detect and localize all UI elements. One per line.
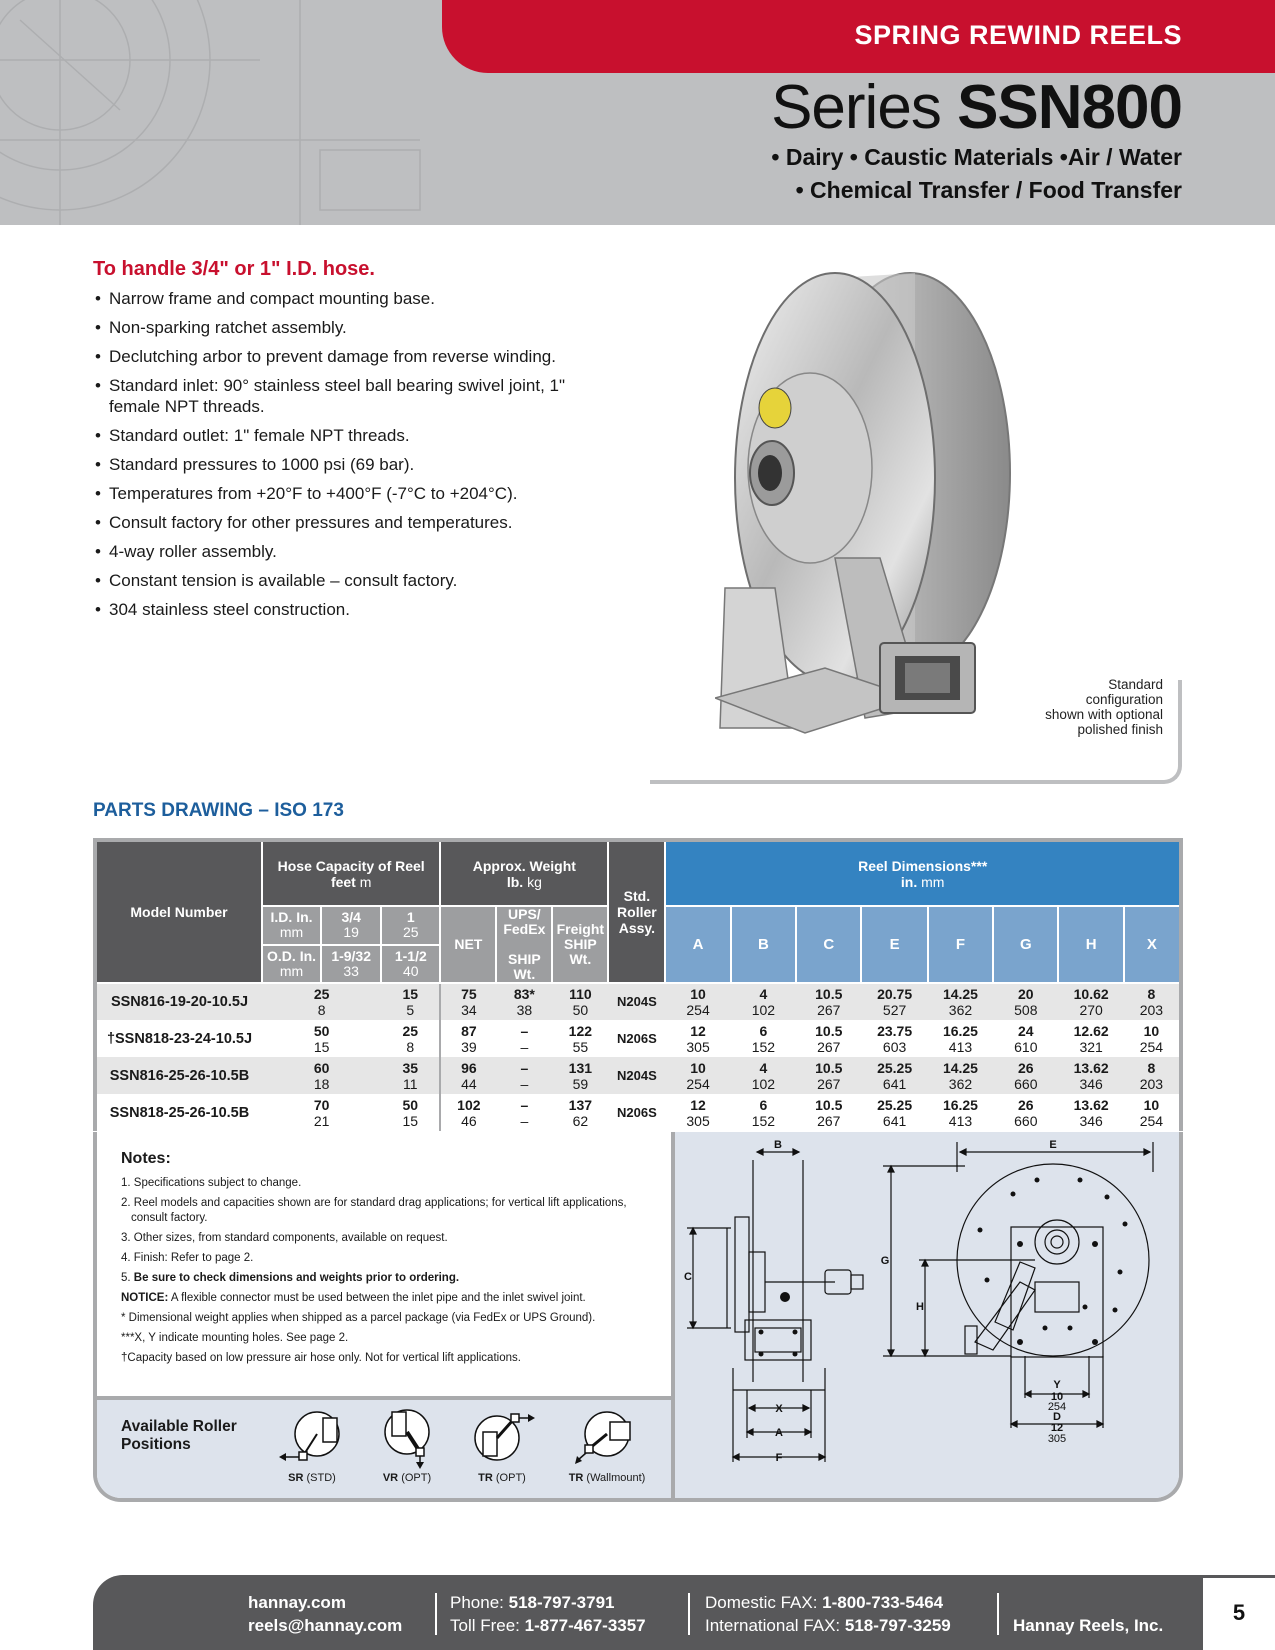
- feature-item: • Narrow frame and compact mounting base.: [93, 288, 613, 309]
- footer-contact-web: [248, 1591, 402, 1637]
- dimension-f-cell: 16.25 413: [928, 1020, 993, 1057]
- dim-col-c: C: [796, 906, 861, 983]
- applications-line-2: • Chemical Transfer / Food Transfer: [795, 177, 1182, 203]
- std-roller-cell: N204S: [608, 1057, 665, 1094]
- notes-list: [121, 1176, 661, 1371]
- dimension-f-cell: 16.25 413: [928, 1094, 993, 1131]
- note-item: * Dimensional weight applies when shipped as a parcel package (via FedEx or UPS Ground).: [121, 1312, 596, 1324]
- feature-item: • Standard inlet: 90° stainless steel ball bearing swivel joint, 1" female NPT threads.: [93, 375, 613, 417]
- series-title: [771, 72, 1182, 143]
- roller-position-sr: SR (STD): [267, 1404, 357, 1496]
- footer-divider: [435, 1593, 437, 1635]
- feature-item: • Temperatures from +20°F to +400°F (-7°C to +204°C).: [93, 483, 613, 504]
- dimension-h-cell: 12.62 321: [1058, 1020, 1123, 1057]
- dim-y-mm: 254: [1047, 1401, 1067, 1413]
- table-row: [95, 1094, 1181, 1131]
- net-weight-cell: 87 39: [440, 1020, 496, 1057]
- note-item: 2. Reel models and capacities shown are for standard drag applications; for vertical lift applications, consult factory.: [121, 1197, 627, 1224]
- page-number: 5: [1232, 1600, 1246, 1625]
- roller-vr-icon: [372, 1404, 442, 1470]
- website-link[interactable]: hannay.com: [248, 1593, 346, 1612]
- dimension-h-cell: 13.62 346: [1058, 1057, 1123, 1094]
- domestic-fax: 1-800-733-5464: [822, 1593, 944, 1612]
- model-number-cell: SSN818-25-26-10.5B: [95, 1094, 262, 1131]
- od-1-9-32-cell: 1-9/32 33: [321, 945, 381, 984]
- dimension-f-cell: 14.25 362: [928, 1057, 993, 1094]
- page-header: [0, 0, 1275, 225]
- photo-caption: Standard configuration shown with optional polished finish: [1045, 677, 1163, 737]
- freight-weight-cell: 131 59: [552, 1057, 608, 1094]
- dimension-x-cell: 8 203: [1124, 983, 1181, 1020]
- note-item: 5. Be sure to check dimensions and weights prior to ordering.: [121, 1272, 460, 1284]
- dimension-b-cell: 6 152: [731, 1020, 796, 1057]
- ups-weight-cell: 83* 38: [496, 983, 552, 1020]
- notes-section: [97, 1132, 675, 1400]
- dim-label-c: C: [684, 1271, 692, 1283]
- net-weight-cell: 75 34: [440, 983, 496, 1020]
- model-number-cell: SSN816-25-26-10.5B: [95, 1057, 262, 1094]
- ups-weight-cell: – –: [496, 1094, 552, 1131]
- roller-position-vr: VR (OPT): [362, 1404, 452, 1496]
- dim-label-d: D: [1053, 1411, 1061, 1423]
- dimension-x-cell: 10 254: [1124, 1094, 1181, 1131]
- dim-col-a: A: [665, 906, 730, 983]
- dimension-b-cell: 4 102: [731, 1057, 796, 1094]
- freight-weight-cell: 137 62: [552, 1094, 608, 1131]
- dimension-b-cell: 6 152: [731, 1094, 796, 1131]
- footer-divider: [688, 1593, 690, 1635]
- notice-item: NOTICE: A flexible connector must be used between the inlet pipe and the inlet swivel joint.: [121, 1292, 586, 1304]
- dim-label-e: E: [1049, 1139, 1057, 1151]
- dimension-h-cell: 10.62 270: [1058, 983, 1123, 1020]
- std-roller-cell: N206S: [608, 1020, 665, 1057]
- footer-contact-phone: Phone: 518-797-3791 Toll Free: 1-877-467-3357: [450, 1593, 646, 1635]
- model-number-cell: SSN816-19-20-10.5J: [95, 983, 262, 1020]
- features-list: [93, 288, 613, 628]
- company-name: Hannay Reels, Inc.: [1013, 1616, 1164, 1635]
- hose-capacity-3-4-cell: 70 21: [262, 1094, 381, 1131]
- ups-weight-cell: – –: [496, 1020, 552, 1057]
- dimension-c-cell: 10.5 267: [796, 1057, 861, 1094]
- ups-weight-cell: – –: [496, 1057, 552, 1094]
- dim-col-f: F: [928, 906, 993, 983]
- dimension-e-cell: 20.75 527: [861, 983, 927, 1020]
- feature-item: • Consult factory for other pressures and temperatures.: [93, 512, 613, 533]
- dim-label-f: F: [775, 1452, 783, 1464]
- hose-capacity-header: Hose Capacity of Reel feet m: [262, 840, 440, 906]
- od-1-1-2-cell: 1-1/2 40: [381, 945, 440, 984]
- id-label-cell: I.D. In. mm: [262, 906, 321, 945]
- net-weight-header: NET: [440, 906, 496, 983]
- roller-tr-wallmount-icon: [572, 1404, 642, 1470]
- toll-free-number[interactable]: 1-877-467-3357: [524, 1616, 646, 1635]
- std-roller-cell: N206S: [608, 1094, 665, 1131]
- dim-d-inches: 12: [1050, 1422, 1064, 1434]
- roller-tr-icon: [467, 1404, 537, 1470]
- hose-reel-photo: [715, 258, 1035, 758]
- dim-col-h: H: [1058, 906, 1123, 983]
- dimension-a-cell: 10 254: [665, 983, 730, 1020]
- feature-item: • Standard outlet: 1" female NPT threads.: [93, 425, 613, 446]
- dim-label-g: G: [880, 1255, 890, 1267]
- roller-position-tr: TR (OPT): [457, 1404, 547, 1496]
- net-weight-cell: 102 46: [440, 1094, 496, 1131]
- roller-sr-icon: [277, 1404, 347, 1470]
- dimension-c-cell: 10.5 267: [796, 983, 861, 1020]
- specifications-table: [93, 838, 1183, 1131]
- note-item: †Capacity based on low pressure air hose only. Not for vertical lift applications.: [121, 1352, 521, 1364]
- parts-drawing-heading: PARTS DRAWING – ISO 173: [93, 800, 344, 821]
- international-fax: 518-797-3259: [844, 1616, 951, 1635]
- table-row: [95, 983, 1181, 1020]
- dim-col-b: B: [731, 906, 796, 983]
- hose-capacity-1-cell: 25 8: [381, 1020, 440, 1057]
- blueprint-background-graphic: [0, 0, 450, 225]
- dimension-f-cell: 14.25 362: [928, 983, 993, 1020]
- dimension-g-cell: 26 660: [993, 1057, 1058, 1094]
- dimension-g-cell: 26 660: [993, 1094, 1058, 1131]
- id-3-4-cell: 3/4 19: [321, 906, 381, 945]
- phone-number[interactable]: 518-797-3791: [508, 1593, 615, 1612]
- note-item: 3. Other sizes, from standard components, available on request.: [121, 1232, 448, 1244]
- dim-label-x: X: [775, 1403, 783, 1415]
- page-footer: [93, 1575, 1203, 1650]
- dimension-a-cell: 12 305: [665, 1020, 730, 1057]
- specifications-body: [95, 983, 1181, 1131]
- reel-dimensions-header: Reel Dimensions*** in. mm: [665, 840, 1181, 906]
- dimension-a-cell: 10 254: [665, 1057, 730, 1094]
- note-item: ***X, Y indicate mounting holes. See page 2.: [121, 1332, 349, 1344]
- category-banner: [442, 0, 1275, 73]
- dim-col-x: X: [1124, 906, 1181, 983]
- model-number-header: Model Number: [95, 840, 262, 983]
- footer-contact-fax: Domestic FAX: 1-800-733-5464 International FAX: 518-797-3259: [705, 1593, 951, 1635]
- feature-item: • Non-sparking ratchet assembly.: [93, 317, 613, 338]
- dimension-h-cell: 13.62 346: [1058, 1094, 1123, 1131]
- notes-heading: Notes:: [121, 1150, 171, 1167]
- hose-capacity-1-cell: 35 11: [381, 1057, 440, 1094]
- dimension-b-cell: 4 102: [731, 983, 796, 1020]
- id-1-cell: 1 25: [381, 906, 440, 945]
- dim-label-a: A: [775, 1427, 783, 1439]
- series-word: Series: [771, 73, 941, 142]
- hose-capacity-1-cell: 15 5: [381, 983, 440, 1020]
- category-title: SPRING REWIND REELS: [854, 20, 1182, 50]
- approx-weight-header: Approx. Weight lb. kg: [440, 840, 608, 906]
- model-number-cell: †SSN818-23-24-10.5J: [95, 1020, 262, 1057]
- dim-label-y: Y: [1053, 1379, 1061, 1391]
- features-heading: To handle 3/4" or 1" I.D. hose.: [93, 258, 375, 280]
- std-roller-header: Std. Roller Assy.: [608, 840, 665, 983]
- email-link[interactable]: reels@hannay.com: [248, 1616, 403, 1635]
- dimension-x-cell: 10 254: [1124, 1020, 1181, 1057]
- ups-weight-header: UPS/ FedEx SHIP Wt.: [496, 906, 552, 983]
- roller-position-tr-wallmount: TR (Wallmount): [552, 1404, 662, 1496]
- notes-and-drawing-panel: [93, 1132, 1183, 1502]
- feature-item: • Constant tension is available – consult factory.: [93, 570, 613, 591]
- hose-capacity-1-cell: 50 15: [381, 1094, 440, 1131]
- roller-positions-section: [97, 1400, 675, 1502]
- freight-weight-cell: 110 50: [552, 983, 608, 1020]
- dimension-a-cell: 12 305: [665, 1094, 730, 1131]
- applications-line-1: • Dairy • Caustic Materials •Air / Water: [771, 144, 1182, 170]
- freight-weight-cell: 122 55: [552, 1020, 608, 1057]
- table-row: [95, 1057, 1181, 1094]
- table-row: [95, 1020, 1181, 1057]
- dimension-e-cell: 25.25 641: [861, 1094, 927, 1131]
- dimension-g-cell: 24 610: [993, 1020, 1058, 1057]
- note-item: 4. Finish: Refer to page 2.: [121, 1252, 254, 1264]
- series-model: SSN800: [957, 73, 1182, 142]
- dimension-g-cell: 20 508: [993, 983, 1058, 1020]
- dimension-drawing: [675, 1132, 1183, 1502]
- dimension-e-cell: 25.25 641: [861, 1057, 927, 1094]
- od-label-cell: O.D. In. mm: [262, 945, 321, 984]
- dim-col-g: G: [993, 906, 1058, 983]
- feature-item: • 304 stainless steel construction.: [93, 599, 613, 620]
- dim-label-h: H: [916, 1301, 924, 1313]
- feature-item: • 4-way roller assembly.: [93, 541, 613, 562]
- page-number-box: [1203, 1575, 1275, 1650]
- std-roller-cell: N204S: [608, 983, 665, 1020]
- dimension-e-cell: 23.75 603: [861, 1020, 927, 1057]
- note-item: 1. Specifications subject to change.: [121, 1177, 302, 1189]
- dim-y-inches: 10: [1050, 1391, 1064, 1403]
- hose-capacity-3-4-cell: 25 8: [262, 983, 381, 1020]
- hose-capacity-3-4-cell: 50 15: [262, 1020, 381, 1057]
- footer-divider: [997, 1593, 999, 1635]
- feature-item: • Standard pressures to 1000 psi (69 bar).: [93, 454, 613, 475]
- feature-item: • Declutching arbor to prevent damage from reverse winding.: [93, 346, 613, 367]
- roller-positions-heading: Available Roller Positions: [121, 1418, 237, 1453]
- dim-d-mm: 305: [1047, 1433, 1067, 1445]
- freight-weight-header: Freight SHIP Wt.: [552, 906, 608, 983]
- dim-col-e: E: [861, 906, 927, 983]
- dim-label-b: B: [774, 1139, 782, 1151]
- dimension-x-cell: 8 203: [1124, 1057, 1181, 1094]
- dimension-c-cell: 10.5 267: [796, 1020, 861, 1057]
- net-weight-cell: 96 44: [440, 1057, 496, 1094]
- dimension-c-cell: 10.5 267: [796, 1094, 861, 1131]
- hose-capacity-3-4-cell: 60 18: [262, 1057, 381, 1094]
